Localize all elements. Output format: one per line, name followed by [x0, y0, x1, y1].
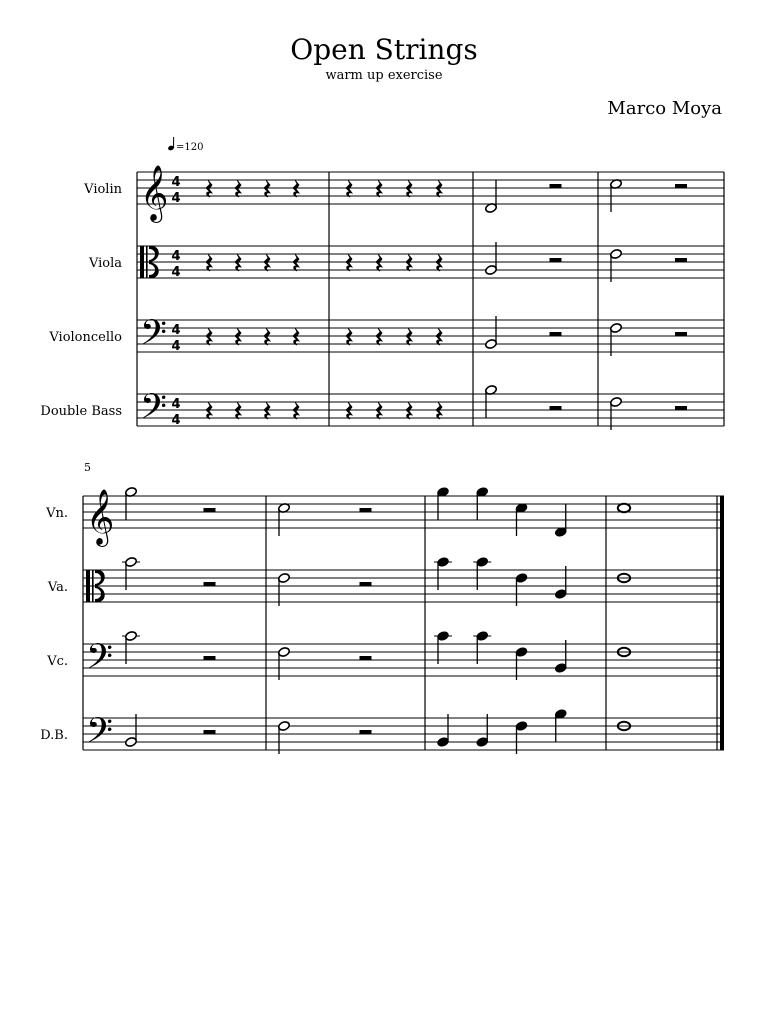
half-rest	[204, 656, 216, 660]
instrument-label: Vc.	[47, 654, 68, 669]
half-rest	[550, 184, 562, 188]
measure-number: 5	[84, 461, 91, 474]
half-rest	[550, 332, 562, 336]
half-rest	[204, 730, 216, 734]
time-signature-numerator: 4	[171, 397, 181, 412]
instrument-label: Violoncello	[49, 330, 122, 345]
half-rest	[550, 406, 562, 410]
time-signature-denominator: 4	[171, 265, 181, 280]
instrument-label: Viola	[88, 256, 122, 271]
composer-name: Marco Moya	[607, 98, 722, 119]
bass-clef-icon: 𝄢	[140, 386, 168, 435]
half-rest	[360, 730, 372, 734]
score-subtitle: warm up exercise	[325, 68, 443, 83]
alto-clef-icon	[86, 570, 90, 602]
time-signature-numerator: 4	[171, 175, 181, 190]
instrument-label: Vn.	[46, 506, 68, 521]
time-signature-numerator: 4	[171, 249, 181, 264]
instrument-label: Va.	[47, 580, 68, 595]
treble-clef-icon: 𝄞	[140, 165, 169, 221]
time-signature-denominator: 4	[171, 413, 181, 428]
instrument-label: D.B.	[40, 728, 68, 743]
treble-clef-icon: 𝄞	[86, 489, 115, 545]
alto-clef-icon	[140, 246, 144, 278]
half-rest	[550, 258, 562, 262]
whole-note	[618, 504, 630, 512]
time-signature-denominator: 4	[171, 191, 181, 206]
half-rest	[675, 184, 687, 188]
alto-clef-icon	[146, 246, 148, 278]
bass-clef-icon: 𝄢	[140, 312, 168, 361]
alto-clef-icon	[92, 570, 94, 602]
half-rest	[204, 582, 216, 586]
half-rest	[204, 508, 216, 512]
final-barline	[720, 496, 724, 750]
tempo-marking: =120	[176, 142, 204, 153]
half-rest	[675, 258, 687, 262]
instrument-label: Violin	[84, 182, 122, 197]
time-signature-numerator: 4	[171, 323, 181, 338]
instrument-label: Double Bass	[40, 404, 122, 419]
score-title: Open Strings	[290, 33, 478, 66]
bass-clef-icon: 𝄢	[86, 710, 114, 759]
half-rest	[360, 582, 372, 586]
half-rest	[360, 656, 372, 660]
half-rest	[675, 332, 687, 336]
time-signature-denominator: 4	[171, 339, 181, 354]
bass-clef-icon: 𝄢	[86, 636, 114, 685]
half-rest	[675, 406, 687, 410]
half-rest	[360, 508, 372, 512]
